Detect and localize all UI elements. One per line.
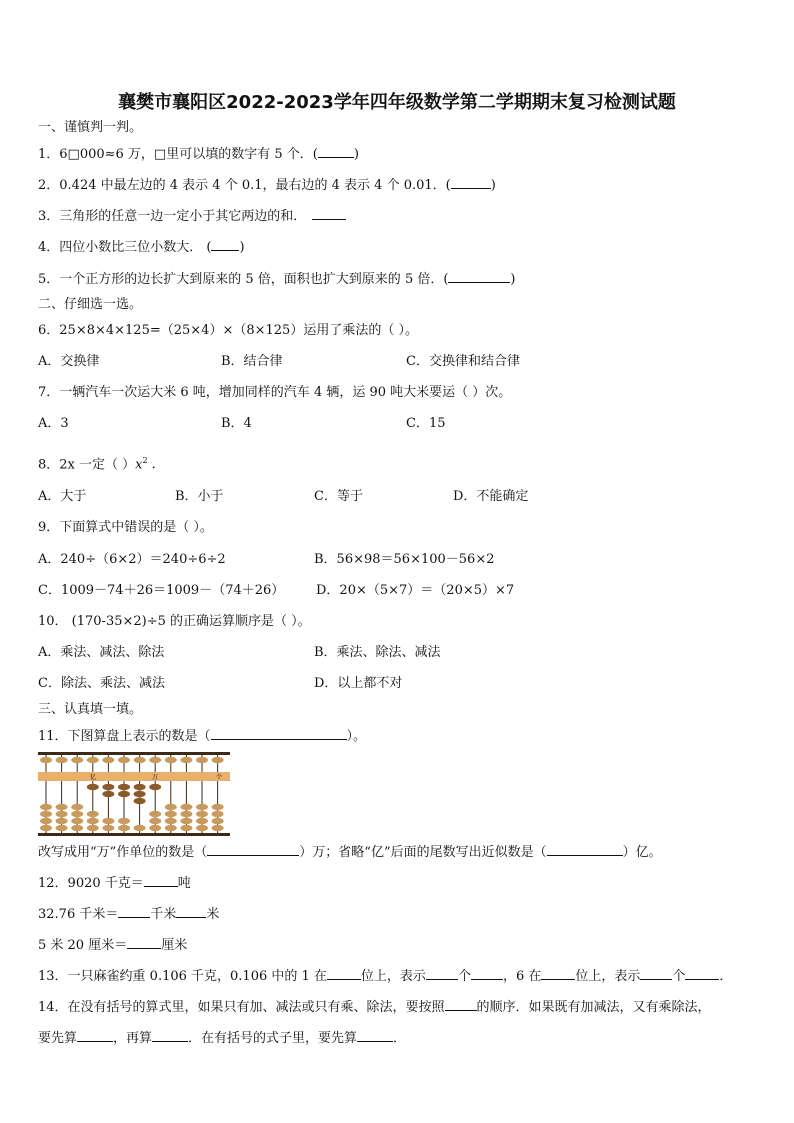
abacus-lower-bead: [149, 825, 161, 831]
abacus-upper-bead: [40, 757, 52, 763]
question-14-line-2: 要先算 ，再算 ．在有括号的式子里，要先算 ．: [38, 1031, 407, 1046]
q10-option-c: C．除法、乘法、减法: [38, 676, 165, 691]
question-11: 11．下图算盘上表示的数是（ ）。: [38, 729, 367, 744]
abacus-lower-bead: [196, 825, 208, 831]
section-heading-3: 三、认真填一填。: [38, 702, 143, 717]
abacus-label-yi: 亿: [89, 774, 97, 781]
question-12-line-3: 5 米 20 厘米＝ 厘米: [38, 938, 188, 953]
abacus-top-rail: [38, 752, 230, 755]
abacus-upper-bead: [56, 757, 68, 763]
abacus-upper-bead: [165, 757, 177, 763]
q6-option-c: C．交换律和结合律: [406, 354, 520, 369]
question-1: 1．6□000≈6 万，□里可以填的数字有 5 个．( ): [38, 147, 359, 162]
abacus-lower-bead: [102, 818, 114, 824]
abacus-lower-bead: [102, 791, 114, 797]
abacus-lower-bead: [180, 811, 192, 817]
abacus-lower-bead: [180, 804, 192, 810]
abacus-lower-bead: [165, 811, 177, 817]
question-5: 5．一个正方形的边长扩大到原来的 5 倍，面积也扩大到原来的 5 倍．( ): [38, 272, 516, 287]
abacus-lower-bead: [102, 825, 114, 831]
abacus-lower-bead: [196, 818, 208, 824]
question-13: 13．一只麻雀约重 0.106 千克，0.106 中的 1 在 位上，表示 个 ，6 在 位上，表示 个 ．: [38, 969, 733, 984]
abacus-lower-bead: [118, 791, 130, 797]
question-2: 2．0.424 中最左边的 4 表示 4 个 0.1，最右边的 4 表示 4 个 0.01．( ): [38, 178, 496, 193]
abacus-lower-bead: [165, 804, 177, 810]
question-12-line-1: 12．9020 千克＝ 吨: [38, 876, 191, 891]
abacus-figure: [38, 752, 230, 836]
abacus-lower-bead: [118, 825, 130, 831]
question-4: 4．四位小数比三位小数大． ( ): [38, 240, 245, 255]
abacus-lower-bead: [87, 825, 99, 831]
q7-option-a: A．3: [38, 416, 69, 431]
abacus-lower-bead: [165, 818, 177, 824]
question-6: 6．25×8×4×125=（25×4）×（8×125）运用了乘法的（ ）。: [38, 323, 418, 338]
abacus-lower-bead: [118, 818, 130, 824]
abacus-label-ge: 个: [215, 774, 223, 781]
question-3: 3．三角形的任意一边一定小于其它两边的和．: [38, 207, 346, 226]
abacus-lower-bead: [134, 784, 146, 790]
abacus-lower-bead: [56, 825, 68, 831]
abacus-upper-bead: [134, 757, 146, 763]
abacus-lower-bead: [56, 804, 68, 810]
abacus-lower-bead: [134, 825, 146, 831]
abacus-lower-bead: [212, 811, 224, 817]
abacus-beads: [40, 757, 224, 831]
q7-option-b: B．4: [221, 416, 252, 431]
abacus-beam: [38, 772, 230, 781]
q8-option-a: A．大于: [38, 489, 87, 504]
abacus-lower-bead: [87, 818, 99, 824]
abacus-lower-bead: [40, 825, 52, 831]
abacus-lower-bead: [118, 784, 130, 790]
q6-option-a: A．交换律: [38, 354, 100, 369]
abacus-lower-bead: [71, 825, 83, 831]
abacus-lower-bead: [212, 825, 224, 831]
q8-option-d: D．不能确定: [453, 489, 529, 504]
abacus-lower-bead: [180, 825, 192, 831]
abacus-label-wan: 万: [151, 774, 159, 781]
abacus-lower-bead: [212, 804, 224, 810]
abacus-upper-bead: [149, 757, 161, 763]
abacus-lower-bead: [56, 811, 68, 817]
page-title: 襄樊市襄阳区2022-2023学年四年级数学第二学期期末复习检测试题: [118, 92, 676, 113]
abacus-lower-bead: [40, 811, 52, 817]
question-11-sub: 改写成用“万”作单位的数是（ ）万；省略“亿”后面的尾数写出近似数是（ ）亿。: [38, 845, 662, 860]
q10-option-b: B．乘法、除法、减法: [314, 645, 441, 660]
q10-option-a: A．乘法、减法、除法: [38, 645, 165, 660]
question-10: 10． (170-35×2)÷5 的正确运算顺序是（ ）。: [38, 614, 311, 629]
abacus-lower-bead: [180, 818, 192, 824]
abacus-upper-bead: [196, 757, 208, 763]
q9-option-a: A．240÷（6×2）＝240÷6÷2: [38, 552, 226, 567]
abacus-upper-bead: [118, 757, 130, 763]
section-heading-2: 二、仔细选一选。: [38, 297, 143, 312]
abacus-upper-bead: [71, 757, 83, 763]
section-heading-1: 一、谨慎判一判。: [38, 120, 143, 135]
abacus-lower-bead: [87, 811, 99, 817]
abacus-lower-bead: [56, 818, 68, 824]
abacus-lower-bead: [196, 811, 208, 817]
q6-option-b: B．结合律: [221, 354, 283, 369]
question-7: 7．一辆汽车一次运大米 6 吨，增加同样的汽车 4 辆，运 90 吨大米要运（ ）次。: [38, 385, 512, 400]
abacus-lower-bead: [196, 804, 208, 810]
abacus-lower-bead: [149, 811, 161, 817]
abacus-lower-bead: [71, 804, 83, 810]
abacus-upper-bead: [180, 757, 192, 763]
q8-option-b: B．小于: [175, 489, 224, 504]
q8-option-c: C．等于: [314, 489, 363, 504]
abacus-lower-bead: [87, 784, 99, 790]
abacus-upper-bead: [87, 757, 99, 763]
question-9: 9．下面算式中错误的是（ ）。: [38, 520, 213, 535]
abacus-lower-bead: [134, 791, 146, 797]
q7-option-c: C．15: [406, 416, 446, 431]
question-14-line-1: 14．在没有括号的算式里，如果只有加、减法或只有乘、除法，要按照 的顺序．如果既有加减法，又有乘除法，: [38, 1000, 711, 1015]
q10-option-d: D．以上都不对: [314, 676, 403, 691]
abacus-lower-bead: [71, 811, 83, 817]
question-8: 8．2x 一定（ ）$x^2$ ．: [38, 456, 165, 473]
abacus-upper-bead: [102, 757, 114, 763]
abacus-lower-bead: [40, 818, 52, 824]
abacus-lower-bead: [149, 818, 161, 824]
abacus-bottom-rail: [38, 833, 230, 836]
abacus-lower-bead: [212, 818, 224, 824]
abacus-lower-bead: [71, 818, 83, 824]
abacus-lower-bead: [149, 784, 161, 790]
abacus-lower-bead: [40, 804, 52, 810]
abacus-lower-bead: [165, 825, 177, 831]
q9-option-b: B．56×98＝56×100－56×2: [314, 552, 495, 567]
abacus-lower-bead: [134, 798, 146, 804]
q9-option-d: D．20×（5×7）＝（20×5）×7: [316, 583, 515, 598]
question-12-line-2: 32.76 千米＝ 千米 米: [38, 907, 220, 922]
abacus-upper-bead: [212, 757, 224, 763]
abacus-lower-bead: [102, 784, 114, 790]
q9-option-c: C．1009－74＋26＝1009－（74＋26）: [38, 583, 285, 598]
